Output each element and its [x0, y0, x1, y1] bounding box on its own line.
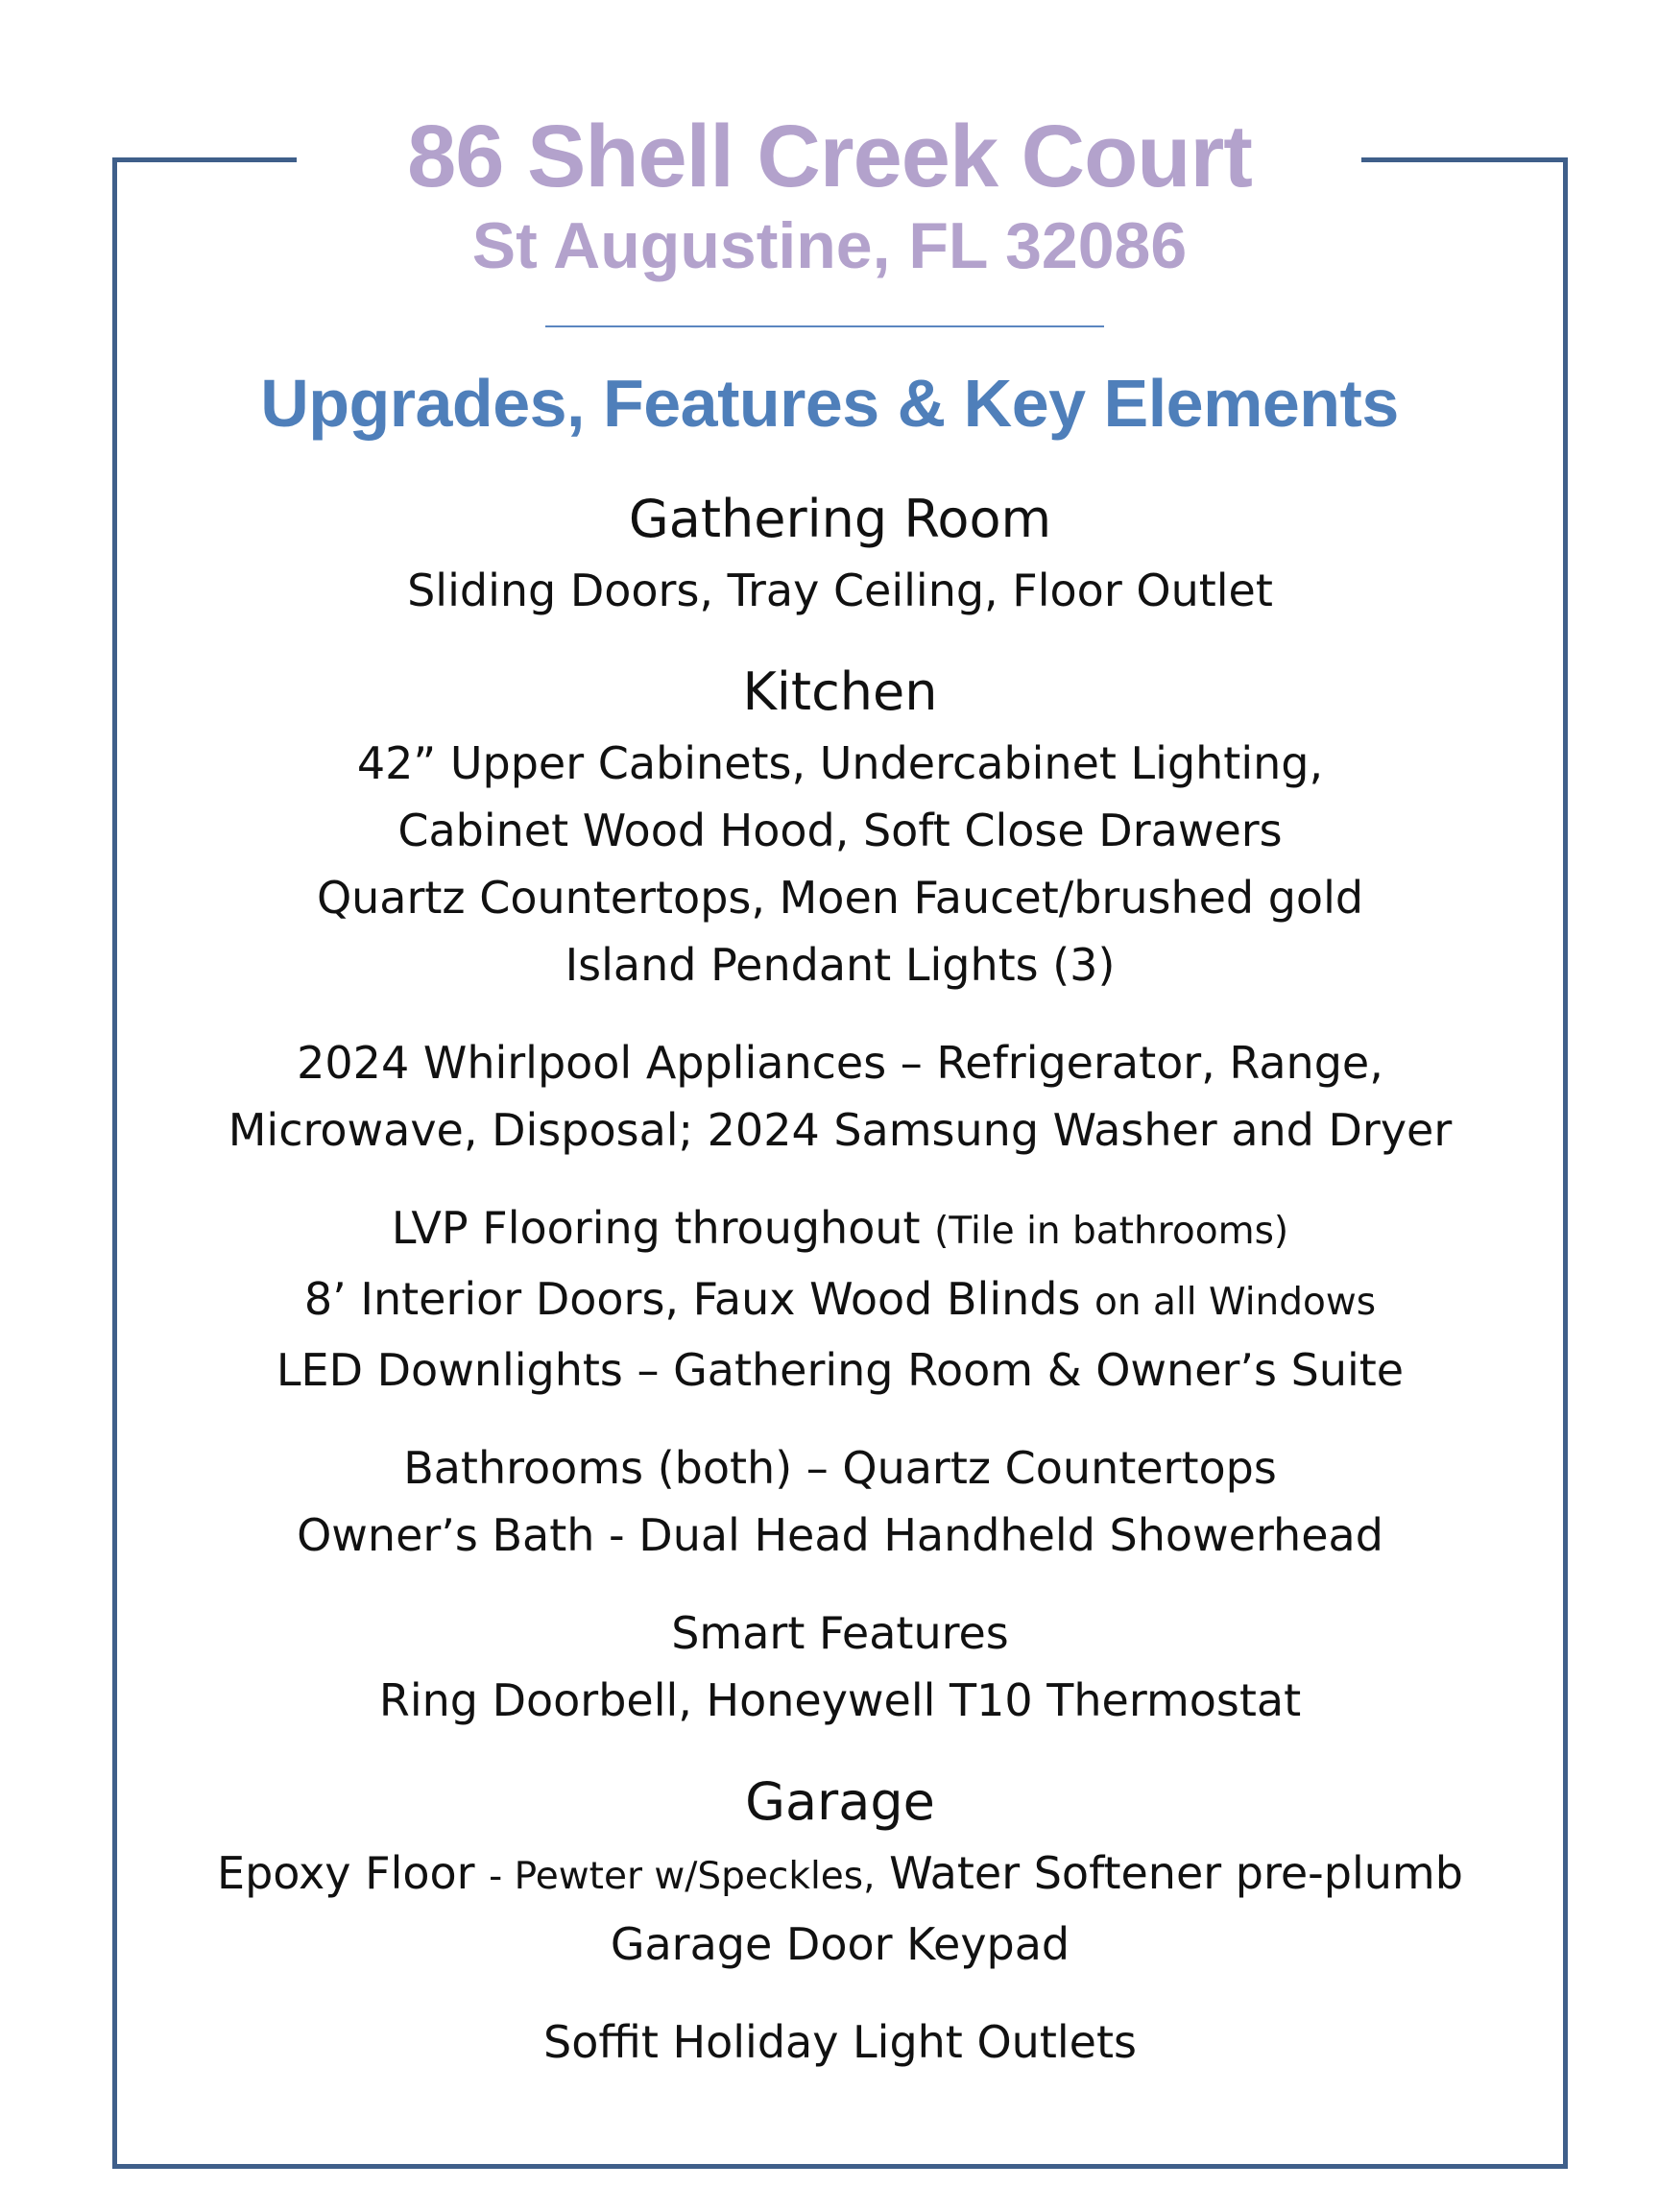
feature-note: (Tile in bathrooms): [934, 1210, 1289, 1253]
section-title-kitchen: Kitchen: [742, 661, 938, 722]
feature-line: Owner’s Bath - Dual Head Handheld Showerhead: [297, 1509, 1383, 1561]
frame-right: [1563, 157, 1568, 2169]
frame-bottom: [112, 2164, 1568, 2169]
page-heading: Upgrades, Features & Key Elements: [260, 366, 1399, 441]
section-title-garage: Garage: [745, 1771, 935, 1832]
feature-line: 2024 Whirlpool Appliances – Refrigerator, Range,: [297, 1037, 1383, 1089]
section-exterior: [117, 2008, 1563, 2076]
section-title-smart-features: Smart Features: [671, 1607, 1009, 1659]
section-appliances: [117, 1029, 1563, 1164]
feature-line: Microwave, Disposal; 2024 Samsung Washer and Dryer: [228, 1104, 1453, 1156]
section-interior: [117, 1194, 1563, 1404]
section-kitchen: [117, 655, 1563, 998]
feature-list: [117, 482, 1563, 2076]
section-bathrooms: [117, 1434, 1563, 1569]
feature-note: - Pewter w/Speckles,: [489, 1855, 876, 1898]
feature-main: 8’ Interior Doors, Faux Wood Blinds: [303, 1273, 1081, 1325]
feature-line-flooring: [117, 1194, 1563, 1265]
feature-line: Ring Doorbell, Honeywell T10 Thermostat: [378, 1674, 1302, 1726]
section-title-gathering-room: Gathering Room: [628, 489, 1052, 549]
feature-line-epoxy: [117, 1839, 1563, 1911]
address-city: St Augustine, FL 32086: [471, 209, 1188, 282]
feature-line: 42” Upper Cabinets, Undercabinet Lighting,: [356, 737, 1324, 789]
feature-line: Cabinet Wood Hood, Soft Close Drawers: [397, 805, 1283, 856]
section-garage: [117, 1765, 1563, 1978]
feature-main: Water Softener pre-plumb: [889, 1847, 1463, 1899]
feature-line: Soffit Holiday Light Outlets: [543, 2016, 1137, 2068]
address-header: [0, 104, 1659, 284]
feature-line: Quartz Countertops, Moen Faucet/brushed gold: [316, 872, 1364, 924]
feature-line: Sliding Doors, Tray Ceiling, Floor Outlet: [407, 565, 1273, 616]
feature-line: Garage Door Keypad: [610, 1918, 1070, 1970]
feature-note: on all Windows: [1094, 1281, 1377, 1324]
divider-line: [545, 325, 1104, 327]
feature-line-doors: [117, 1265, 1563, 1336]
section-gathering-room: [117, 482, 1563, 624]
feature-line: Bathrooms (both) – Quartz Countertops: [403, 1442, 1277, 1494]
address-street: 86 Shell Creek Court: [407, 108, 1252, 205]
feature-line: Island Pendant Lights (3): [565, 939, 1116, 991]
feature-line-lighting: LED Downlights – Gathering Room & Owner’s Suite: [276, 1344, 1405, 1396]
section-smart-features: [117, 1599, 1563, 1734]
feature-main: LVP Flooring throughout: [391, 1202, 921, 1254]
feature-main: Epoxy Floor: [217, 1847, 475, 1899]
